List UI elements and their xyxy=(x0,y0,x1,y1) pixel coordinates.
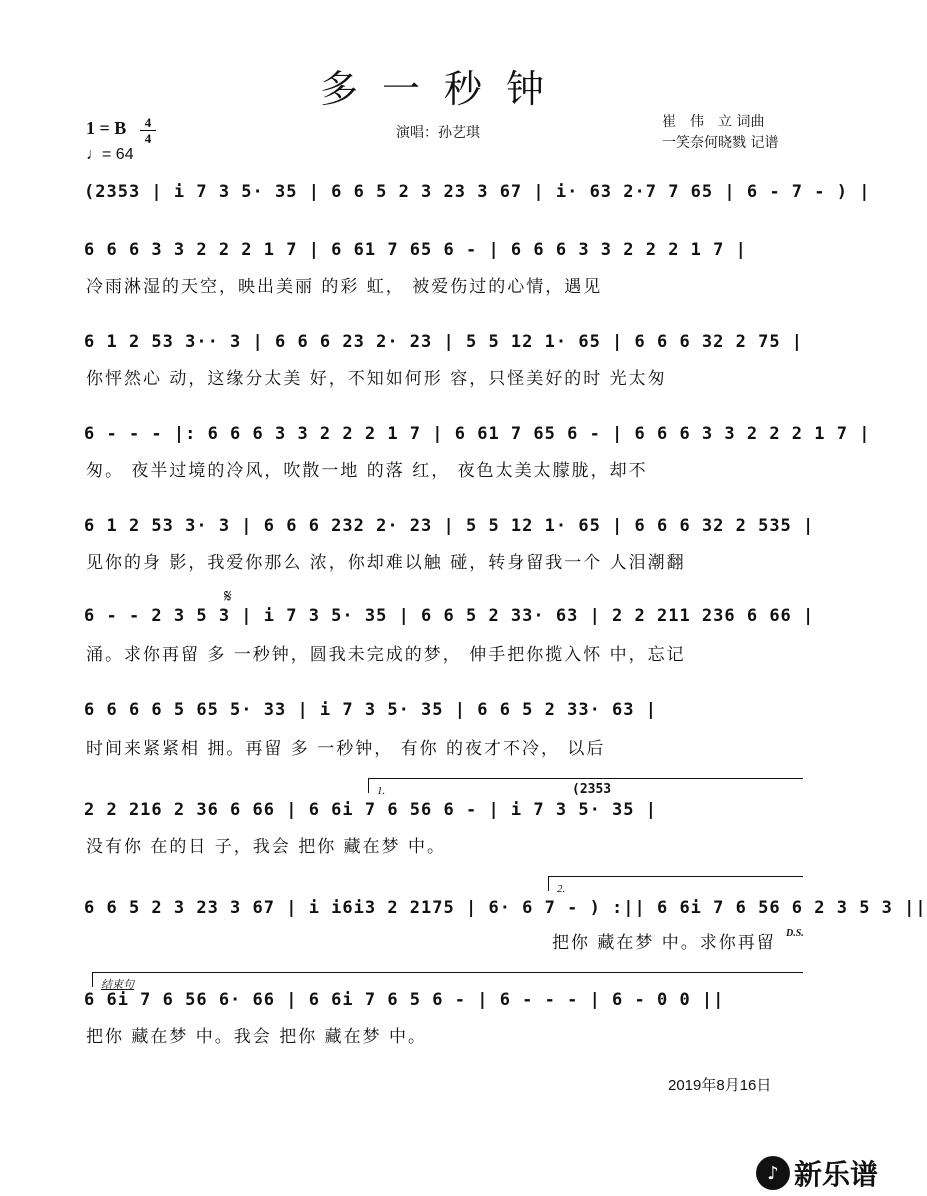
cue-notes: (2353 xyxy=(572,782,612,797)
notes-line-8: 2 2 216 2 36 6 66 | 6 6i 7 6 56 6 - | i 7 3 5· 35 | xyxy=(84,800,657,820)
transcriber: 一笑奈何晓戮 记谱 xyxy=(662,135,779,151)
tempo-mark: ♩= 64 xyxy=(86,146,134,163)
notes-line-4: 6 - - - |: 6 6 6 3 3 2 2 2 1 7 | 6 61 7 65 6 - | 6 6 6 3 3 2 2 2 1 7 | xyxy=(84,424,871,444)
lyrics-line-8: 没有你 在的日 子，我会 把你 藏在梦 中。 xyxy=(86,837,447,857)
notes-line-9: 6 6 5 2 3 23 3 67 | i i6i3 2 2175 | 6· 6 7 - ) :|| 6 6i 7 6 56 6 2 3 5 3 || xyxy=(84,898,927,918)
ending-phrase-label: 结束句 xyxy=(101,978,134,991)
segno-sign: 𝄋 xyxy=(224,586,232,607)
dal-segno-mark: D.S. xyxy=(786,928,804,939)
logo-text: 新乐谱 xyxy=(794,1158,879,1191)
notes-line-6: 6 - - 2 3 5 3 | i 7 3 5· 35 | 6 6 5 2 33· 63 | 2 2 211 236 6 66 | xyxy=(84,606,815,626)
first-ending-label: 1. xyxy=(377,785,386,797)
lyrics-line-5: 见你的身 影，我爱你那么 浓，你却难以触 碰，转身留我一个 人泪潮翻 xyxy=(86,553,686,573)
music-note-icon: ♪ xyxy=(756,1156,790,1190)
lyrics-line-7: 时间来紧紧相 拥。再留 多 一秒钟， 有你 的夜才不冷， 以后 xyxy=(86,739,606,759)
lyrics-line-2: 冷雨淋湿的天空，映出美丽 的彩 虹， 被爱伤过的心情，遇见 xyxy=(86,277,603,297)
lyrics-line-9: 把你 藏在梦 中。求你再留 xyxy=(552,933,776,953)
notes-line-7: 6 6 6 6 5 65 5· 33 | i 7 3 5· 35 | 6 6 5 2 33· 63 | xyxy=(84,700,657,720)
time-signature xyxy=(140,116,156,145)
lyrics-line-10: 把你 藏在梦 中。我会 把你 藏在梦 中。 xyxy=(86,1027,428,1047)
credits xyxy=(662,112,778,154)
notes-line-1: (2353 | i 7 3 5· 35 | 6 6 5 2 3 23 3 67 | i· 63 2·7 7 65 | 6 - 7 - ) | xyxy=(84,182,871,202)
notes-line-3: 6 1 2 53 3·· 3 | 6 6 6 23 2· 23 | 5 5 12 1· 65 | 6 6 6 32 2 75 | xyxy=(84,332,804,352)
notes-line-10: 6 6i 7 6 56 6· 66 | 6 6i 7 6 5 6 - | 6 - - - | 6 - 0 0 || xyxy=(84,990,725,1010)
date: 2019年8月16日 xyxy=(668,1077,772,1094)
ending-phrase-bracket xyxy=(92,972,803,991)
time-signature-bottom: 4 xyxy=(144,131,152,146)
notes-line-2: 6 6 6 3 3 2 2 2 1 7 | 6 61 7 65 6 - | 6 6 6 3 3 2 2 2 1 7 | xyxy=(84,240,747,260)
singer-credit: 演唱：孙艺琪 xyxy=(396,125,480,141)
second-ending-bracket xyxy=(548,876,803,895)
lyrics-line-6: 涌。求你再留 多 一秒钟，圆我未完成的梦， 伸手把你揽入怀 中，忘记 xyxy=(86,645,686,665)
site-logo[interactable] xyxy=(756,1153,878,1193)
lyrics-line-3: 你怦然心 动，这缘分太美 好，不知如何形 容，只怪美好的时 光太匆 xyxy=(86,369,667,389)
page-title: 多一秒钟 xyxy=(319,67,568,111)
lyrics-line-4: 匆。 夜半过境的冷风，吹散一地 的落 红， 夜色太美太朦胧，却不 xyxy=(86,461,648,481)
lyricist-composer: 崔 伟 立 词曲 xyxy=(662,114,765,130)
key-signature: 1 = B xyxy=(86,118,127,138)
time-signature-top: 4 xyxy=(144,115,152,130)
notes-line-5: 6 1 2 53 3· 3 | 6 6 6 232 2· 23 | 5 5 12 1· 65 | 6 6 6 32 2 535 | xyxy=(84,516,815,536)
second-ending-label: 2. xyxy=(557,883,566,895)
